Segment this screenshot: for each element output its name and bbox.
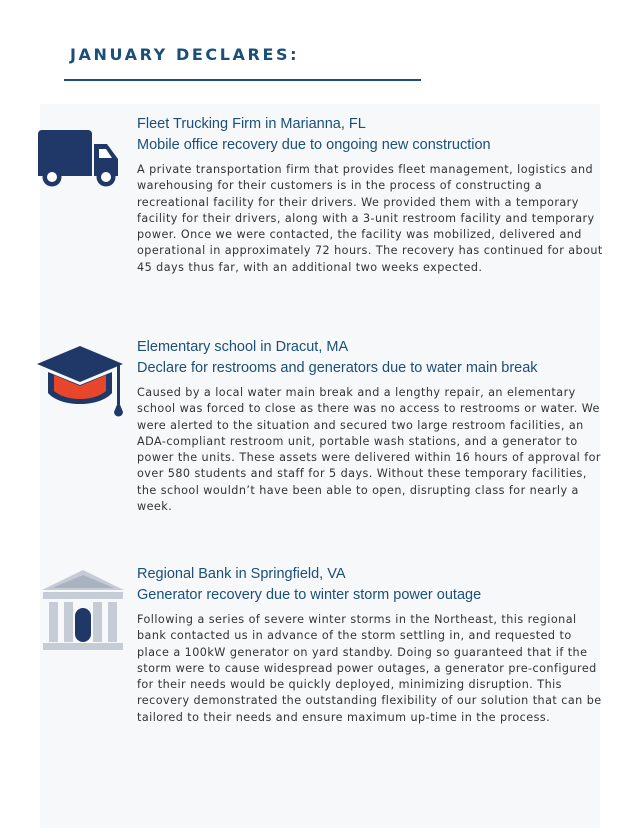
section-elementary-school (137, 337, 607, 515)
truck-icon (36, 128, 120, 190)
section-subtitle: Mobile office recovery due to ongoing new construction (137, 137, 491, 153)
section-body: Following a series of severe winter storms in the Northeast, this regional bank contacted us in advance of the storm settling in, and requested to place a 100kW generator on yard standby. Doing so guaranteed that if the storm were to cause widespread power outages, a generator pre-configured for their needs would be quickly deployed, minimizing disruption. This recovery demonstrated the outstanding flexibility of our solution that can be tailored to their needs and ensure maximum up-time in the process. (137, 613, 602, 724)
bank-building-icon (40, 568, 126, 652)
section-title: Regional Bank in Springfield, VA (137, 566, 346, 582)
section-subtitle: Generator recovery due to winter storm power outage (137, 587, 482, 603)
section-body: Caused by a local water main break and a lengthy repair, an elementary school was forced to close as there was no access to restrooms or water. We were alerted to the situation and secured two large restroom facilities, an ADA-compliant restroom unit, portable wash stations, and a generator to power the units. These assets were delivered within 16 hours of approval for over 580 students and staff for 5 days. Without these temporary facilities, the school wouldn’t have been able to open, disrupting class for nearly a week. (137, 386, 601, 514)
section-title: Fleet Trucking Firm in Marianna, FL (137, 116, 366, 132)
section-subtitle: Declare for restrooms and generators due to water main break (137, 360, 538, 376)
section-body: A private transportation firm that provides fleet management, logistics and warehousing for their customers is in the process of constructing a recreational facility for their drivers. We provided them with a temporary facility for their drivers, along with a 3-unit restroom facility and temporary power. Once we were contacted, the facility was mobilized, delivered and operational in approximately 72 hours. The recovery has continued for about 45 days thus far, with an additional two weeks expected. (137, 163, 603, 274)
page-title: JANUARY DECLARES: (70, 45, 300, 64)
section-regional-bank (137, 564, 607, 726)
section-fleet-trucking (137, 114, 607, 276)
graduation-cap-icon (34, 343, 126, 419)
section-title: Elementary school in Dracut, MA (137, 339, 349, 355)
title-underline (64, 79, 421, 81)
